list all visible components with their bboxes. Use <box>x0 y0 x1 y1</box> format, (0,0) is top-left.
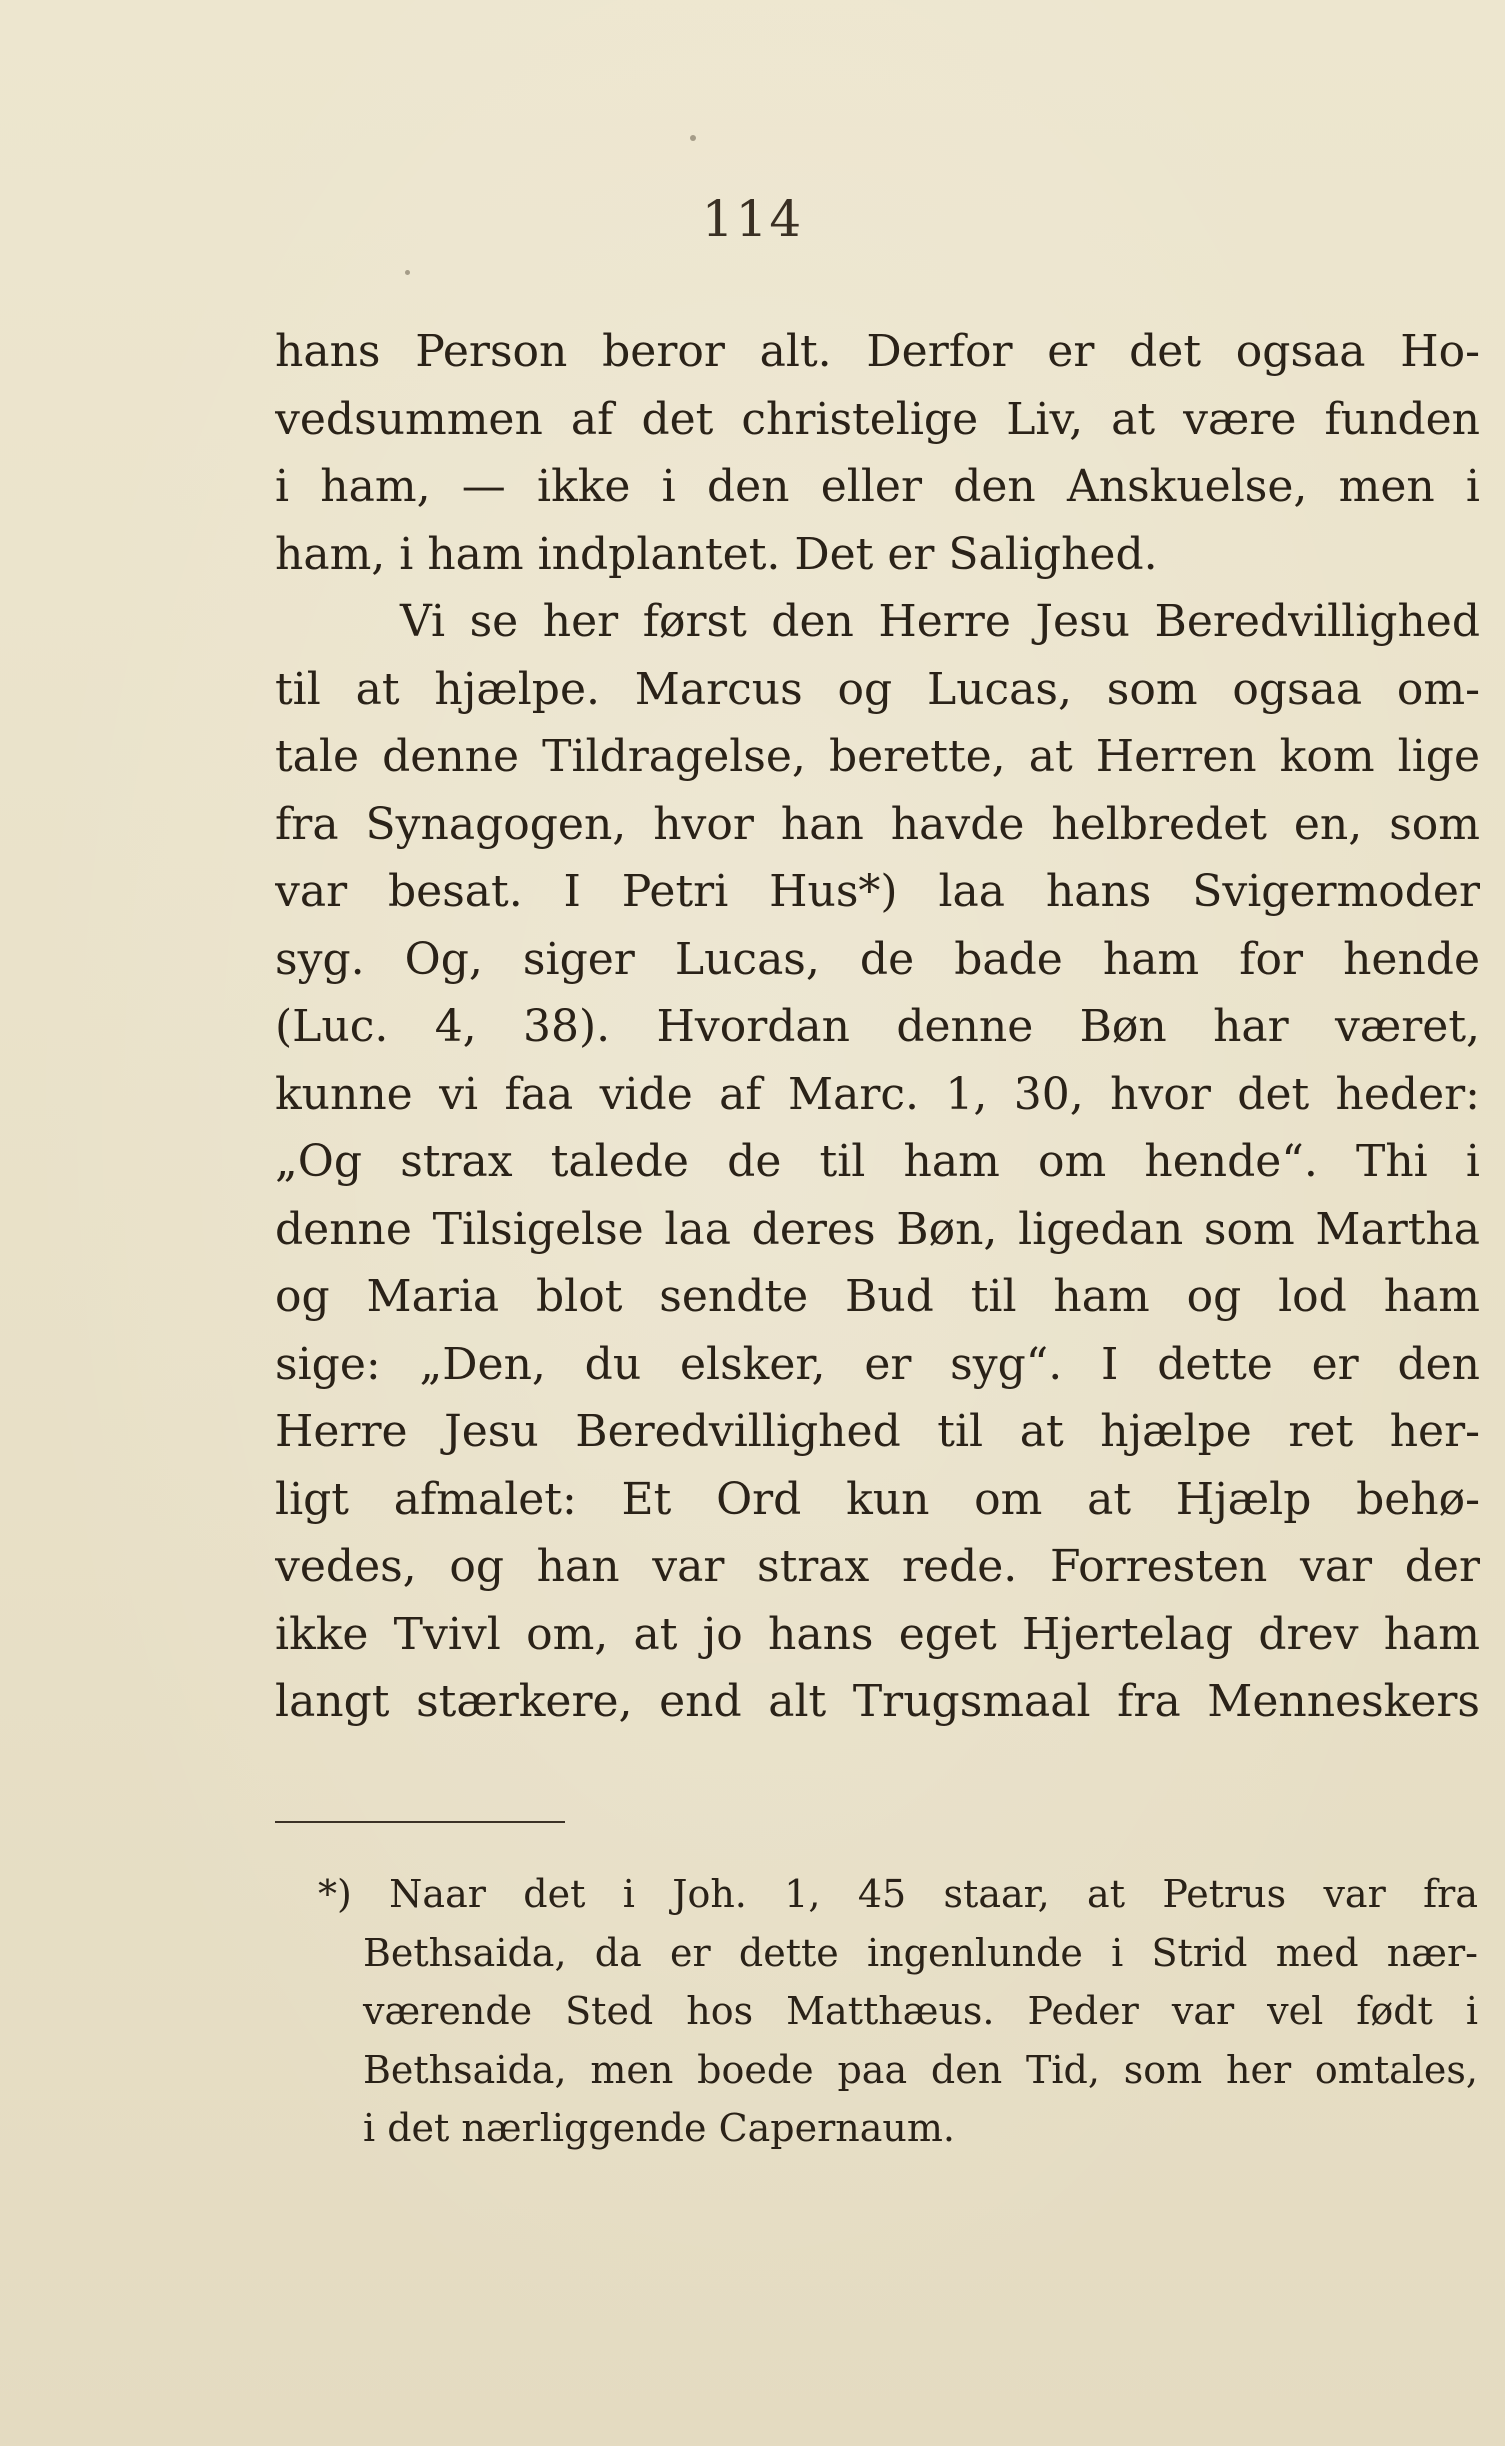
text-line: ligt afmalet: Et Ord kun om at Hjælp behø- <box>275 1473 1480 1525</box>
text-line: kunne vi faa vide af Marc. 1, 30, hvor det heder: <box>275 1068 1480 1120</box>
text-line: tale denne Tildragelse, berette, at Herren kom lige <box>275 731 1480 782</box>
text-line: og Maria blot sendte Bud til ham og lod ham <box>275 1271 1480 1322</box>
text-line: Vi se her først den Herre Jesu Beredvillighed <box>400 596 1480 647</box>
footnote-divider <box>275 1821 565 1823</box>
footnote-line: Bethsaida, men boede paa den Tid, som her omtales, <box>363 2047 1478 2092</box>
text-line: (Luc. 4, 38). Hvordan denne Bøn har været, <box>275 1001 1480 1052</box>
footnote-line: værende Sted hos Matthæus. Peder var vel født i <box>363 1989 1478 2034</box>
text-line: „Og strax talede de til ham om hende“. Thi i <box>275 1136 1480 1187</box>
text-line: var besat. I Petri Hus*) laa hans Svigermoder <box>275 866 1480 917</box>
body-text <box>275 318 1480 1736</box>
text-line: til at hjælpe. Marcus og Lucas, som ogsaa om- <box>275 663 1480 715</box>
text-line: ham, i ham indplantet. Det er Salighed. <box>275 528 1158 580</box>
footnote-line: Bethsaida, da er dette ingenlunde i Strid med nær- <box>363 1930 1478 1975</box>
footnote-line: i det nærliggende Capernaum. <box>363 2106 955 2151</box>
text-line: hans Person beror alt. Derfor er det ogsaa Ho- <box>275 326 1480 377</box>
page-number: 114 <box>701 190 804 248</box>
text-line: sige: „Den, du elsker, er syg“. I dette er den <box>275 1338 1480 1390</box>
text-line: fra Synagogen, hvor han havde helbredet en, som <box>275 798 1480 850</box>
text-line: ikke Tvivl om, at jo hans eget Hjertelag drev ham <box>275 1608 1480 1660</box>
ink-speck <box>690 135 696 141</box>
text-line: vedsummen af det christelige Liv, at være funden <box>275 393 1480 445</box>
text-line: syg. Og, siger Lucas, de bade ham for hende <box>275 933 1480 985</box>
footnote <box>318 1865 1478 2158</box>
text-line: vedes, og han var strax rede. Forresten var der <box>275 1541 1480 1592</box>
text-line: langt stærkere, end alt Trugsmaal fra Menneskers <box>275 1676 1480 1727</box>
footnote-line: *) Naar det i Joh. 1, 45 staar, at Petrus var fra <box>318 1872 1478 1916</box>
text-line: Herre Jesu Beredvillighed til at hjælpe ret her- <box>275 1406 1480 1457</box>
text-line: i ham, — ikke i den eller den Anskuelse, men i <box>275 461 1480 512</box>
ink-speck <box>405 270 410 275</box>
text-line: denne Tilsigelse laa deres Bøn, ligedan som Martha <box>275 1203 1480 1255</box>
